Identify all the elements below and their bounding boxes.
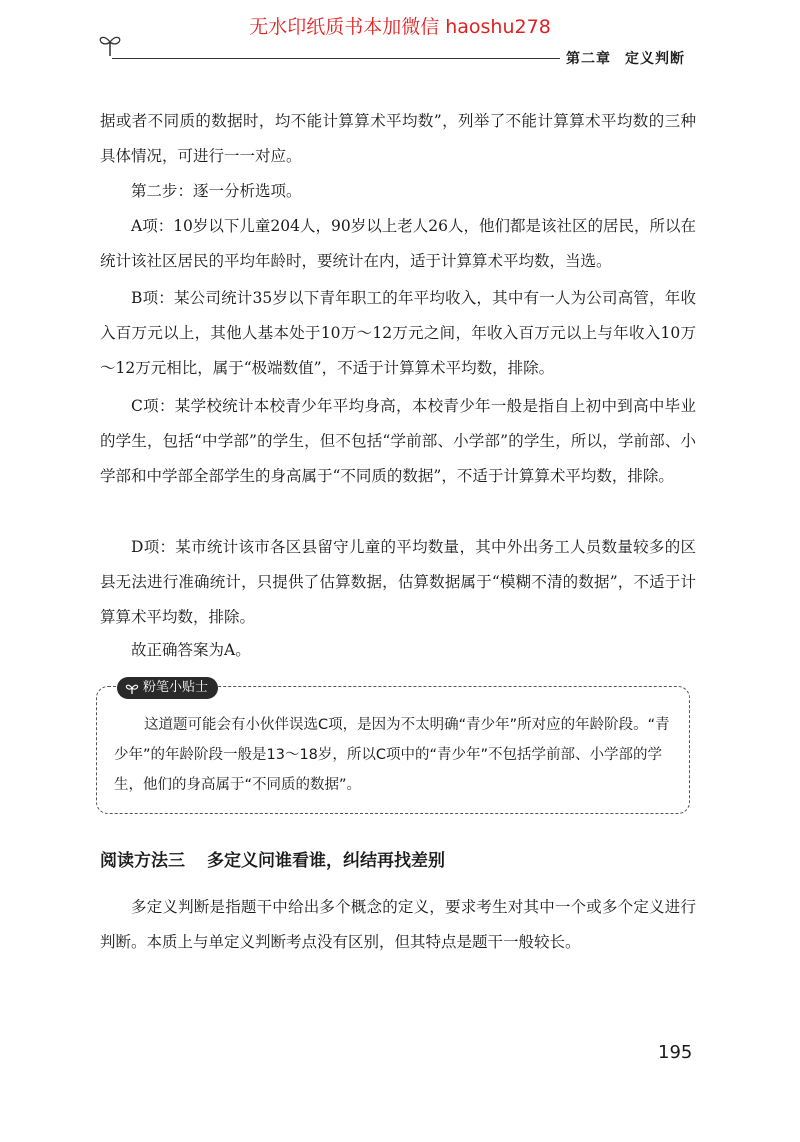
paragraph-continuation: 据或者不同质的数据时，均不能计算算术平均数”，列举了不能计算算术平均数的三种具体情况，可进行一一对应。 <box>100 112 696 165</box>
paragraph-step-two: 第二步：逐一分析选项。 <box>131 182 302 200</box>
section-label: 定义判断 <box>625 51 685 67</box>
paragraph-option-a: A项：10岁以下儿童204人，90岁以上老人26人，他们都是该社区的居民，所以在统计该社区居民的平均年龄时，要统计在内，适于计算算术平均数，当选。 <box>100 217 696 270</box>
sprout-icon <box>125 681 139 695</box>
page-number: 195 <box>658 1042 693 1063</box>
watermark-text: 无水印纸质书本加微信 haoshu278 <box>249 16 551 38</box>
tip-body: 这道题可能会有小伙伴误选C项，是因为不太明确“青少年”所对应的年龄阶段。“青少年”的年龄阶段一般是13～18岁，所以C项中的“青少年”不包括学前部、小学部的学生，他们的身高属于“不同质的数据”。 <box>114 717 670 793</box>
section-heading-subtitle: 多定义问谁看谁，纠结再找差别 <box>207 851 445 871</box>
section-heading <box>100 846 445 871</box>
tip-label-text: 粉笔小贴士 <box>143 680 209 695</box>
paragraph-option-b: B项：某公司统计35岁以下青年职工的年平均收入，其中有一人为公司高管，年收入百万元以上，其他人基本处于10万～12万元之间，年收入百万元以上与年收入10万～12万元相比，属于“极端数值”，不适于计算算术平均数，排除。 <box>100 289 696 377</box>
running-header <box>566 48 699 68</box>
chapter-label: 第二章 <box>566 51 611 67</box>
paragraph-option-c: C项：某学校统计本校青少年平均身高，本校青少年一般是指自上初中到高中毕业的学生，包括“中学部”的学生，但不包括“学前部、小学部”的学生，所以，学前部、小学部和中学部全部学生的身高属于“不同质的数据”，不适于计算算术平均数，排除。 <box>100 397 696 485</box>
paragraph-answer: 故正确答案为A。 <box>131 641 251 659</box>
header-rule <box>112 58 560 59</box>
tip-label-badge <box>117 677 218 699</box>
section-heading-title: 阅读方法三 <box>100 851 185 871</box>
paragraph-option-d: D项：某市统计该市各区县留守儿童的平均数量，其中外出务工人员数量较多的区县无法进行准确统计，只提供了估算数据，估算数据属于“模糊不清的数据”，不适于计算算术平均数，排除。 <box>100 538 696 626</box>
paragraph-section-intro: 多定义判断是指题干中给出多个概念的定义，要求考生对其中一个或多个定义进行判断。本质上与单定义判断考点没有区别，但其特点是题干一般较长。 <box>100 898 696 951</box>
sprout-icon <box>98 30 122 58</box>
